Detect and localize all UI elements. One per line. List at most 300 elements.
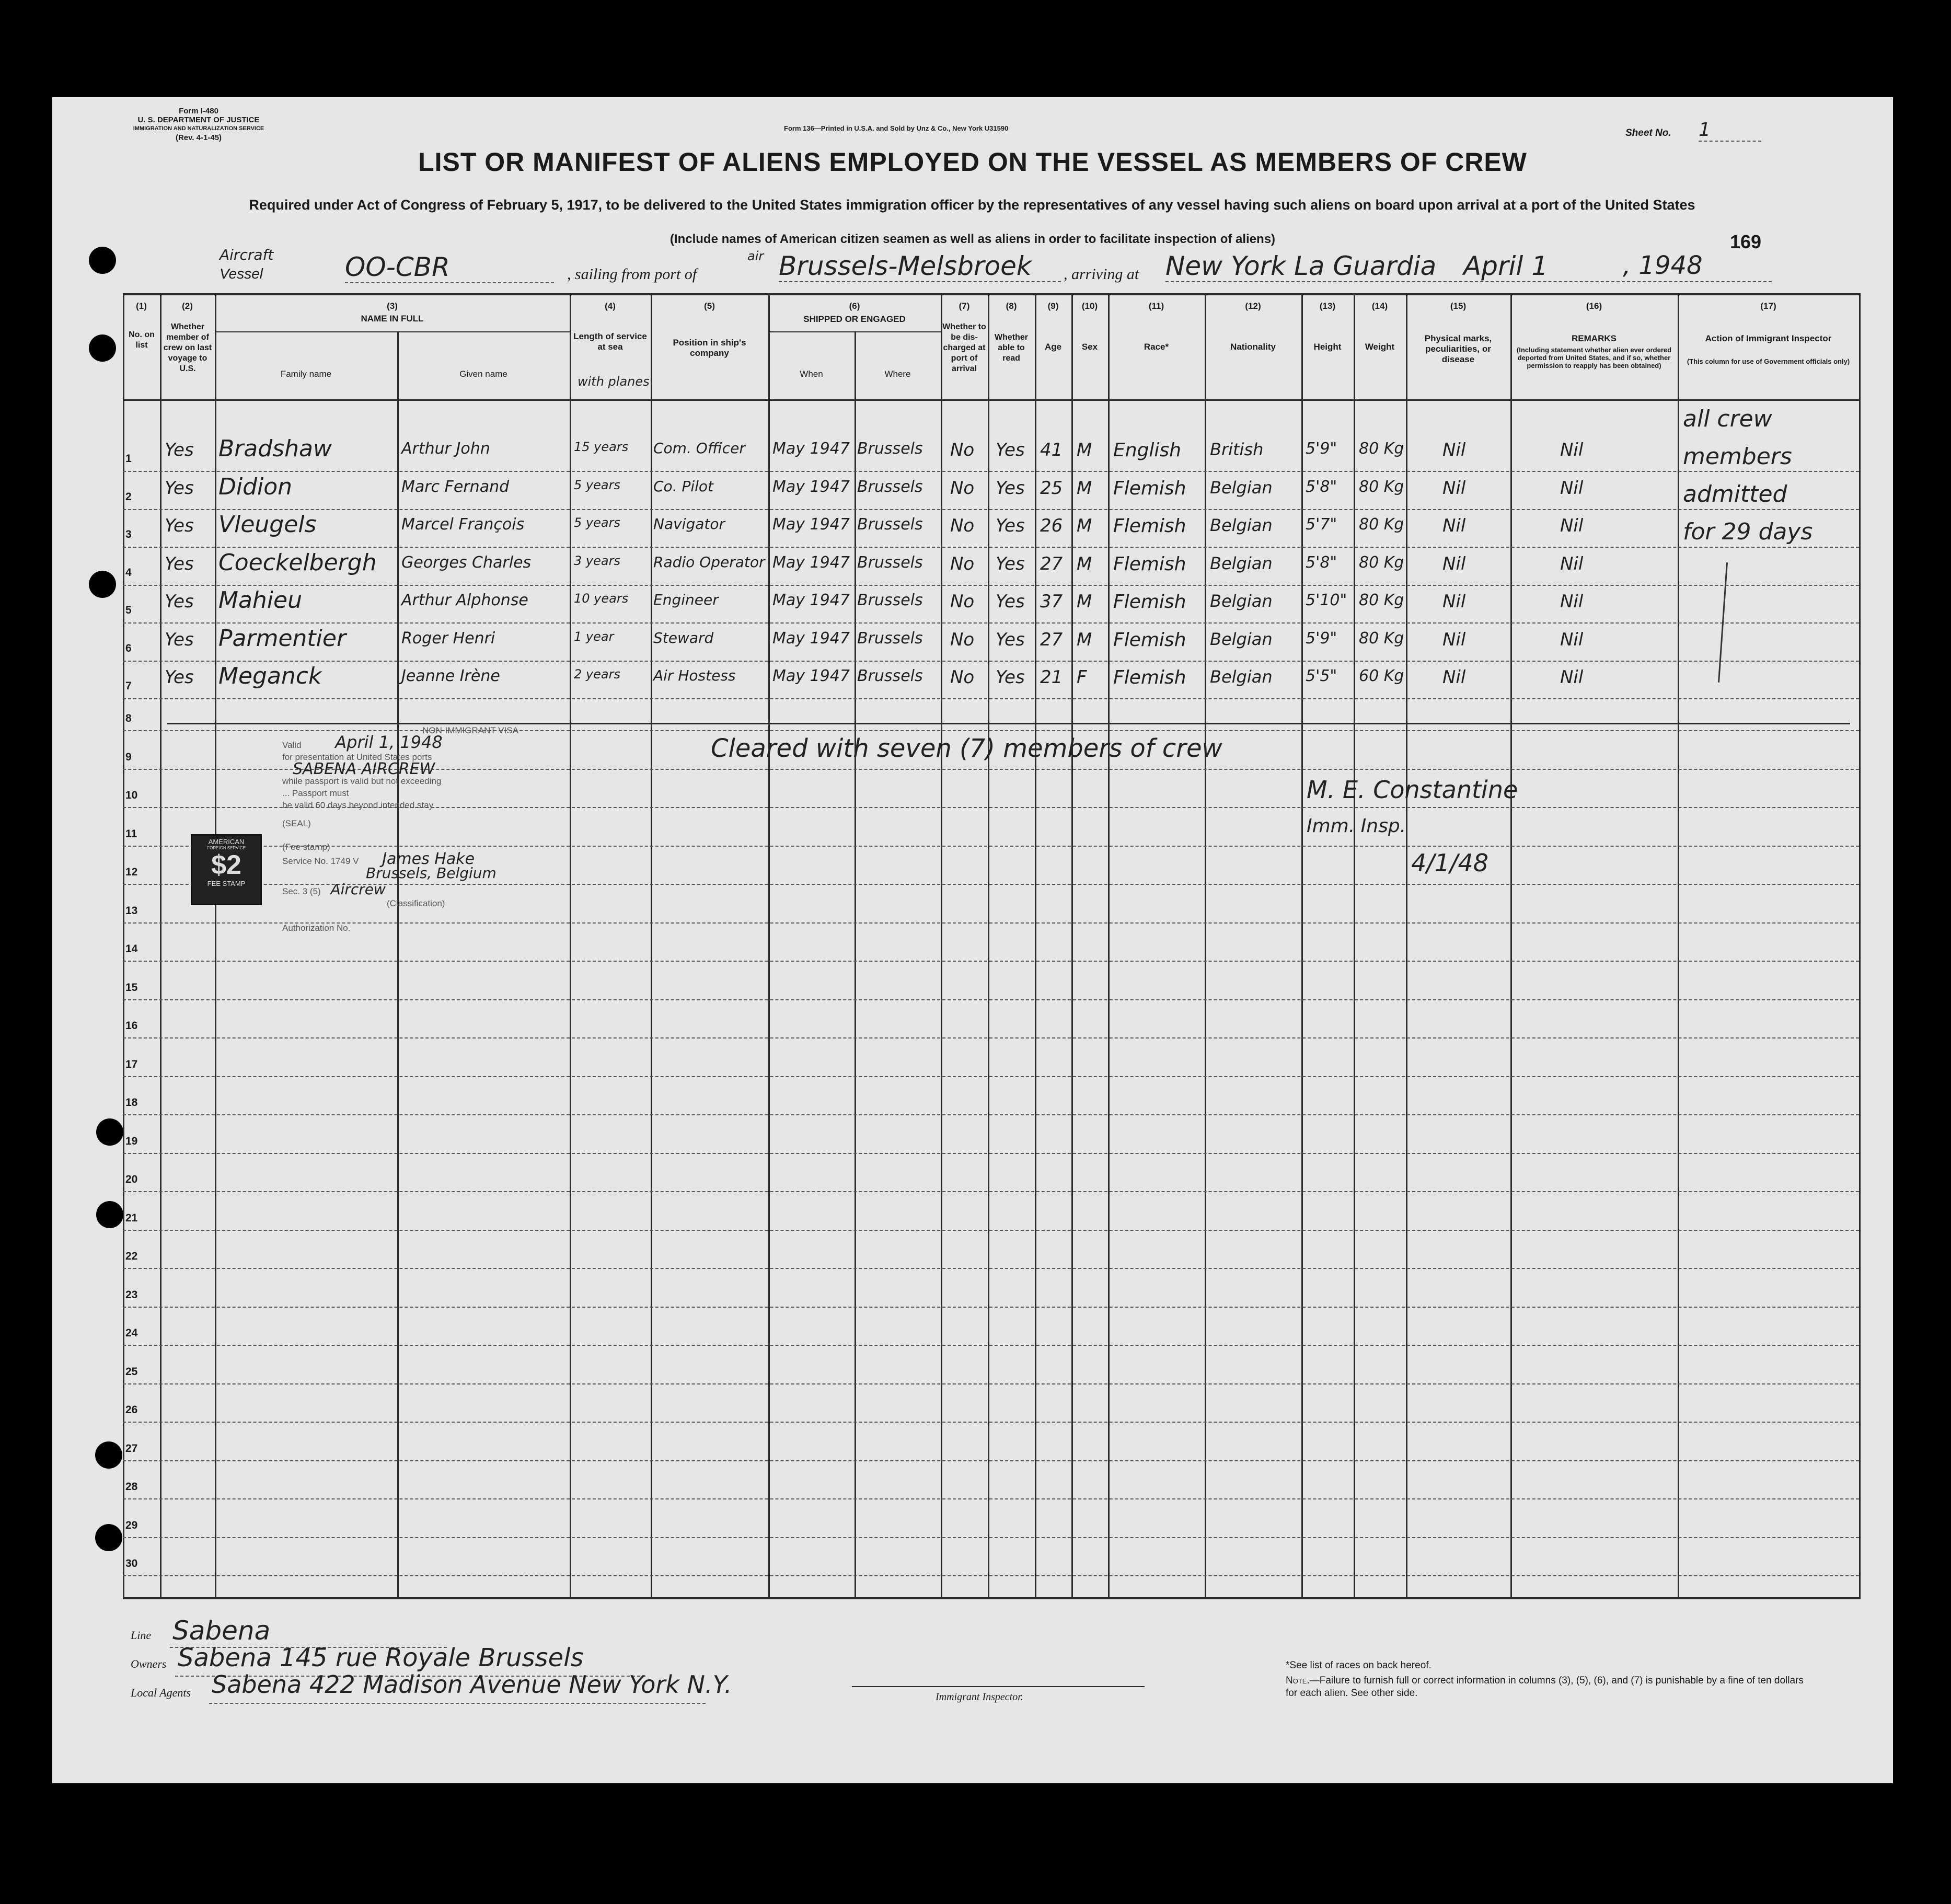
- remarks-cell: Nil: [1560, 553, 1584, 574]
- header-action: Action of Immigrant Inspector: [1705, 333, 1832, 343]
- header-age: Age: [1044, 342, 1062, 352]
- read-cell: Yes: [996, 591, 1025, 612]
- when-cell: May 1947: [772, 440, 850, 458]
- fee-stamp-top: AMERICAN: [208, 838, 245, 846]
- where-cell: Brussels: [857, 477, 923, 496]
- footer-agents-label: Local Agents: [131, 1686, 191, 1699]
- fee-stamp-sub: FOREIGN SERVICE: [207, 846, 246, 850]
- age-cell: 21: [1040, 667, 1063, 688]
- col-line: [1301, 293, 1303, 1599]
- row-rule: [123, 622, 1859, 624]
- col-line: [215, 293, 216, 1599]
- col-num-17: (17): [1760, 301, 1776, 311]
- row-number: 10: [125, 789, 138, 801]
- aircraft-label: Aircraft: [220, 246, 274, 263]
- nationality-cell: Belgian: [1210, 591, 1273, 611]
- row-rule: [123, 1537, 1859, 1538]
- sex-cell: M: [1077, 440, 1092, 460]
- arrival-year: , 1948: [1623, 251, 1703, 280]
- row-number: 2: [125, 490, 132, 503]
- age-cell: 25: [1040, 477, 1063, 499]
- col-line: [768, 293, 770, 1599]
- header-physical: Physical marks, peculiarities, or disease: [1424, 333, 1492, 364]
- note-text: —Failure to furnish full or correct information in columns (3), (5), (6), and (7) is punishable by a fine of ten dollars for each alien. See other side.: [1286, 1675, 1804, 1699]
- row-rule: [123, 509, 1859, 510]
- row-number: 26: [125, 1404, 138, 1416]
- header-shipped: SHIPPED OR ENGAGED: [803, 314, 906, 324]
- col-num-12: (12): [1245, 301, 1261, 311]
- binder-hole: [89, 571, 116, 598]
- subheader-line: [215, 331, 570, 332]
- row-number: 8: [125, 712, 132, 724]
- given-name-cell: Marc Fernand: [401, 477, 510, 496]
- service-cell: 1 year: [574, 629, 614, 644]
- sex-cell: M: [1077, 477, 1092, 499]
- header-length-service: Length of service at sea: [573, 331, 647, 352]
- height-cell: 5'7": [1306, 515, 1337, 534]
- physical-cell: Nil: [1442, 553, 1466, 574]
- header-last-voyage: Whether member of crew on last voyage to U.S.: [163, 322, 212, 373]
- row-number: 13: [125, 904, 138, 917]
- nationality-cell: Belgian: [1210, 553, 1273, 573]
- weight-cell: 80 Kg: [1359, 553, 1404, 572]
- col-line: [1859, 293, 1861, 1599]
- footer-inspector-label: Immigrant Inspector.: [936, 1691, 1023, 1703]
- position-cell: Air Hostess: [653, 667, 736, 684]
- row-rule: [123, 471, 1859, 472]
- last-voyage-cell: Yes: [165, 440, 194, 460]
- read-cell: Yes: [996, 629, 1025, 650]
- sheet-number: 1: [1699, 119, 1761, 142]
- row-number: 23: [125, 1288, 138, 1301]
- sex-cell: M: [1077, 515, 1092, 536]
- row-number: 5: [125, 604, 132, 616]
- nationality-cell: Belgian: [1210, 629, 1273, 649]
- row-number: 9: [125, 751, 132, 763]
- row-number: 12: [125, 866, 138, 878]
- form-number: Form I-480: [179, 107, 218, 116]
- weight-cell: 80 Kg: [1359, 440, 1404, 458]
- race-cell: Flemish: [1113, 477, 1186, 499]
- row-number: 27: [125, 1442, 138, 1455]
- row-rule: [123, 1422, 1859, 1423]
- col-num-5: (5): [704, 301, 715, 311]
- height-cell: 5'9": [1306, 629, 1337, 648]
- remarks-cell: Nil: [1560, 667, 1584, 688]
- binder-hole: [96, 1201, 123, 1228]
- physical-cell: Nil: [1442, 629, 1466, 650]
- discharged-cell: No: [950, 477, 975, 499]
- nationality-cell: Belgian: [1210, 477, 1273, 498]
- age-cell: 27: [1040, 553, 1063, 574]
- family-name-cell: Vleugels: [218, 511, 317, 538]
- visa-seal: (SEAL): [282, 818, 311, 828]
- height-cell: 5'5": [1306, 667, 1337, 685]
- race-cell: Flemish: [1113, 591, 1186, 613]
- col-line: [123, 293, 124, 1599]
- col-num-2: (2): [182, 301, 193, 311]
- position-cell: Co. Pilot: [653, 477, 714, 495]
- visa-line3: SABENA AIRCREW: [293, 760, 435, 778]
- row-number: 16: [125, 1020, 138, 1032]
- footer-owners-value: Sabena 145 rue Royale Brussels: [178, 1643, 584, 1672]
- visa-line4: while passport is valid but not exceeding: [282, 776, 442, 786]
- weight-cell: 80 Kg: [1359, 591, 1404, 609]
- row-rule: [123, 661, 1859, 662]
- row-number: 6: [125, 642, 132, 654]
- physical-cell: Nil: [1442, 477, 1466, 499]
- header-action-note: (This column for use of Government officials only): [1687, 357, 1850, 365]
- row-number: 28: [125, 1481, 138, 1493]
- visa-authorization: Authorization No.: [282, 923, 351, 933]
- penalty-note: [1286, 1675, 1808, 1700]
- row-rule: [123, 1307, 1859, 1308]
- service-cell: 3 years: [574, 553, 620, 568]
- visa-stamp: [282, 724, 606, 986]
- row-number: 21: [125, 1211, 138, 1224]
- col-num-8: (8): [1006, 301, 1017, 311]
- position-cell: Engineer: [653, 591, 719, 608]
- signature-line: 4/1/48: [1411, 849, 1489, 877]
- remarks-cell: Nil: [1560, 629, 1584, 650]
- col-line: [1406, 293, 1407, 1599]
- height-cell: 5'8": [1306, 477, 1337, 496]
- last-voyage-cell: Yes: [165, 515, 194, 536]
- binder-hole: [95, 1441, 122, 1469]
- last-voyage-cell: Yes: [165, 553, 194, 574]
- header-remarks-note: (Including statement whether alien ever ordered deported from United States, and if so, whether permission to reapply has been obtained): [1516, 346, 1672, 370]
- position-cell: Radio Operator: [653, 553, 765, 571]
- col-line: [1035, 293, 1036, 1599]
- service-cell: 5 years: [574, 477, 620, 492]
- discharged-cell: No: [950, 553, 975, 574]
- header-remarks: REMARKS: [1572, 333, 1617, 343]
- row-rule: [123, 698, 1859, 699]
- header-race: Race*: [1144, 342, 1169, 352]
- row-number: 17: [125, 1058, 138, 1070]
- when-cell: May 1947: [772, 477, 850, 496]
- binder-hole: [95, 1524, 122, 1551]
- page-number: 169: [1730, 231, 1762, 252]
- col-line: [855, 332, 856, 1599]
- table-top-border: [123, 293, 1861, 295]
- race-cell: Flemish: [1113, 515, 1186, 537]
- visa-valid-label: Valid: [282, 740, 302, 750]
- binder-hole: [96, 1118, 123, 1146]
- given-name-cell: Georges Charles: [401, 553, 532, 572]
- arrival-date: April 1: [1463, 251, 1548, 281]
- sheet-label: Sheet No.: [1625, 128, 1671, 139]
- inspector-action-line: admitted: [1683, 481, 1787, 507]
- physical-cell: Nil: [1442, 440, 1466, 460]
- row-number: 30: [125, 1557, 138, 1570]
- given-name-cell: Jeanne Irène: [401, 667, 500, 685]
- age-cell: 26: [1040, 515, 1063, 536]
- col-num-3: (3): [387, 301, 398, 311]
- department: U. S. DEPARTMENT OF JUSTICE: [137, 116, 260, 124]
- signature-line: M. E. Constantine: [1307, 776, 1518, 804]
- row-number: 25: [125, 1365, 138, 1378]
- service-cell: 15 years: [574, 440, 629, 454]
- binder-hole: [89, 334, 116, 362]
- visa-heading: NON-IMMIGRANT VISA: [422, 725, 518, 735]
- discharged-cell: No: [950, 629, 975, 650]
- vessel-name: OO-CBR: [345, 252, 554, 283]
- col-num-11: (11): [1148, 301, 1164, 311]
- header-discharged: Whether to be dis-charged at port of arrival: [942, 322, 986, 373]
- col-num-16: (16): [1586, 301, 1602, 311]
- arriving-label: , arriving at: [1064, 266, 1139, 283]
- header-with-planes: with planes: [578, 374, 650, 389]
- inspector-action-line: all crew: [1683, 406, 1772, 432]
- read-cell: Yes: [996, 440, 1025, 460]
- read-cell: Yes: [996, 667, 1025, 688]
- family-name-cell: Bradshaw: [218, 435, 332, 462]
- remarks-cell: Nil: [1560, 477, 1584, 499]
- row-number: 22: [125, 1250, 138, 1262]
- remarks-cell: Nil: [1560, 591, 1584, 612]
- row-number: 4: [125, 566, 132, 579]
- row-number: 11: [125, 827, 137, 840]
- header-height: Height: [1313, 342, 1342, 352]
- family-name-cell: Parmentier: [218, 625, 347, 652]
- binder-hole: [89, 247, 116, 274]
- inspector-action-line: members: [1683, 443, 1792, 470]
- last-voyage-cell: Yes: [165, 591, 194, 612]
- when-cell: May 1947: [772, 553, 850, 572]
- height-cell: 5'9": [1306, 440, 1337, 458]
- vessel-label: Vessel: [220, 266, 263, 282]
- when-cell: May 1947: [772, 591, 850, 609]
- header-no-on-list: No. on list: [129, 330, 155, 350]
- row-rule: [123, 999, 1859, 1000]
- when-cell: May 1947: [772, 515, 850, 534]
- col-line: [1678, 293, 1679, 1599]
- page-title: LIST OR MANIFEST OF ALIENS EMPLOYED ON THE VESSEL AS MEMBERS OF CREW: [418, 147, 1527, 177]
- footer-owners-label: Owners: [131, 1657, 167, 1670]
- header-weight: Weight: [1365, 342, 1395, 352]
- visa-service-no: Service No. 1749 V: [282, 856, 359, 866]
- row-rule: [123, 1268, 1859, 1269]
- where-cell: Brussels: [857, 553, 923, 572]
- sex-cell: M: [1077, 629, 1092, 650]
- where-cell: Brussels: [857, 440, 923, 458]
- visa-signature: James Hake: [382, 850, 475, 868]
- given-name-cell: Arthur John: [401, 440, 490, 458]
- visa-sec: Sec. 3 (5): [282, 886, 321, 896]
- service: IMMIGRATION AND NATURALIZATION SERVICE: [133, 125, 264, 132]
- read-cell: Yes: [996, 553, 1025, 574]
- where-cell: Brussels: [857, 515, 923, 534]
- row-number: 20: [125, 1173, 138, 1185]
- position-cell: Navigator: [653, 515, 725, 533]
- row-number: 24: [125, 1327, 138, 1339]
- age-cell: 27: [1040, 629, 1063, 650]
- sex-cell: F: [1077, 667, 1087, 688]
- nationality-cell: British: [1210, 440, 1264, 459]
- row-rule: [123, 1345, 1859, 1346]
- col-num-15: (15): [1450, 301, 1467, 311]
- family-name-cell: Didion: [218, 473, 293, 500]
- header-bottom-border: [123, 399, 1861, 401]
- row-rule: [123, 1037, 1859, 1038]
- row-rule: [123, 1114, 1859, 1115]
- physical-cell: Nil: [1442, 591, 1466, 612]
- row-number: 7: [125, 680, 132, 692]
- table-bottom-border: [123, 1597, 1861, 1599]
- row-rule: [123, 547, 1859, 548]
- family-name-cell: Meganck: [218, 663, 322, 689]
- row-number: 3: [125, 528, 132, 540]
- read-cell: Yes: [996, 477, 1025, 499]
- given-name-cell: Roger Henri: [401, 629, 495, 648]
- fee-stamp-value: $2: [211, 850, 241, 880]
- col-line: [941, 293, 942, 1599]
- race-cell: Flemish: [1113, 667, 1186, 688]
- service-cell: 10 years: [574, 591, 629, 606]
- col-num-6: (6): [849, 301, 860, 311]
- port-to: New York La Guardia: [1165, 251, 1772, 282]
- col-num-13: (13): [1319, 301, 1336, 311]
- col-line: [1354, 293, 1355, 1599]
- race-cell: Flemish: [1113, 629, 1186, 651]
- header-where: Where: [884, 369, 911, 379]
- row-number: 15: [125, 981, 138, 994]
- footer-line-label: Line: [131, 1629, 152, 1642]
- inspector-action-line: for 29 days: [1683, 518, 1813, 545]
- instruction-note: (Include names of American citizen seamen as well as aliens in order to facilitate inspection of aliens): [669, 232, 1276, 246]
- nationality-cell: Belgian: [1210, 667, 1273, 687]
- header-sex: Sex: [1081, 342, 1098, 352]
- physical-cell: Nil: [1442, 515, 1466, 536]
- where-cell: Brussels: [857, 629, 923, 648]
- where-cell: Brussels: [857, 667, 923, 685]
- header-read: Whether able to read: [995, 333, 1028, 363]
- service-cell: 2 years: [574, 667, 620, 682]
- races-note: *See list of races on back hereof.: [1286, 1660, 1431, 1671]
- weight-cell: 60 Kg: [1359, 667, 1404, 685]
- sex-cell: M: [1077, 591, 1092, 612]
- revision: (Rev. 4-1-45): [175, 133, 222, 142]
- inspector-signature-line: [852, 1686, 1145, 1687]
- signature-line: Imm. Insp.: [1307, 815, 1406, 837]
- position-cell: Com. Officer: [653, 440, 745, 457]
- col-line: [160, 293, 161, 1599]
- row-number: 18: [125, 1097, 138, 1109]
- height-cell: 5'10": [1306, 591, 1347, 609]
- row-number: 19: [125, 1135, 138, 1147]
- visa-consul: Brussels, Belgium: [366, 864, 497, 882]
- row-rule: [123, 1575, 1859, 1576]
- weight-cell: 80 Kg: [1359, 515, 1404, 534]
- weight-cell: 80 Kg: [1359, 629, 1404, 648]
- remarks-cell: Nil: [1560, 440, 1584, 460]
- discharged-cell: No: [950, 667, 975, 688]
- printer-line: Form 136—Printed in U.S.A. and Sold by Unz & Co., New York U31590: [784, 124, 1009, 132]
- form-id-block: [131, 107, 267, 142]
- visa-line5: ... Passport must: [282, 788, 349, 798]
- family-name-cell: Mahieu: [218, 587, 302, 614]
- when-cell: May 1947: [772, 629, 850, 648]
- footer-line-value: Sabena: [172, 1615, 271, 1646]
- last-voyage-cell: Yes: [165, 477, 194, 499]
- visa-sec-value: Aircrew: [330, 881, 386, 898]
- col-num-10: (10): [1081, 301, 1098, 311]
- row-rule: [123, 1383, 1859, 1384]
- age-cell: 37: [1040, 591, 1063, 612]
- col-line: [1205, 293, 1206, 1599]
- position-cell: Steward: [653, 629, 714, 647]
- weight-cell: 80 Kg: [1359, 477, 1404, 496]
- manifest-sheet: [52, 97, 1893, 1783]
- remarks-cell: Nil: [1560, 515, 1584, 536]
- row-rule: [123, 585, 1859, 586]
- row-number: 14: [125, 943, 138, 955]
- row-number: 29: [125, 1519, 138, 1531]
- where-cell: Brussels: [857, 591, 923, 609]
- cleared-note: Cleared with seven (7) members of crew: [711, 734, 1222, 763]
- subtitle: Required under Act of Congress of February 5, 1917, to be delivered to the United States immigration officer by the representatives of any vessel having such aliens on board upon arrival at a port of the United States: [249, 197, 1695, 213]
- air-label: air: [747, 249, 764, 263]
- row-number: 1: [125, 453, 132, 465]
- service-cell: 5 years: [574, 515, 620, 530]
- sailing-label: , sailing from port of: [567, 266, 697, 283]
- col-num-1: (1): [136, 301, 147, 311]
- row-rule: [123, 1076, 1859, 1077]
- sex-cell: M: [1077, 553, 1092, 574]
- row-rule: [123, 1191, 1859, 1192]
- footer-underline: [209, 1703, 706, 1704]
- physical-cell: Nil: [1442, 667, 1466, 688]
- family-name-cell: Coeckelbergh: [218, 549, 377, 576]
- visa-fee: (Fee stamp): [282, 842, 330, 852]
- nationality-cell: Belgian: [1210, 515, 1273, 535]
- col-num-9: (9): [1047, 301, 1059, 311]
- header-given-name: Given name: [459, 369, 507, 379]
- col-line: [1071, 293, 1073, 1599]
- read-cell: Yes: [996, 515, 1025, 536]
- col-line: [988, 293, 989, 1599]
- row-rule: [123, 1230, 1859, 1231]
- row-rule: [123, 1153, 1859, 1154]
- fee-stamp: [191, 834, 262, 905]
- inspector-signature: [1307, 771, 1518, 881]
- col-num-4: (4): [605, 301, 616, 311]
- header-nationality: Nationality: [1230, 342, 1276, 352]
- col-line: [1108, 293, 1110, 1599]
- header-position: Position in ship's company: [673, 338, 746, 358]
- discharged-cell: No: [950, 515, 975, 536]
- visa-valid-date: April 1, 1948: [335, 732, 443, 752]
- last-voyage-cell: Yes: [165, 667, 194, 688]
- col-num-7: (7): [959, 301, 970, 311]
- row-rule: [123, 1460, 1859, 1461]
- col-line: [1510, 293, 1512, 1599]
- age-cell: 41: [1040, 440, 1063, 460]
- given-name-cell: Arthur Alphonse: [401, 591, 528, 609]
- subheader-line: [768, 331, 941, 332]
- height-cell: 5'8": [1306, 553, 1337, 572]
- header-when: When: [800, 369, 823, 379]
- note-label: Note.: [1286, 1675, 1310, 1686]
- visa-classification: (Classification): [387, 898, 445, 908]
- col-num-14: (14): [1371, 301, 1388, 311]
- port-from: Brussels-Melsbroek: [779, 251, 1061, 282]
- header-name-in-full: NAME IN FULL: [361, 314, 424, 324]
- inspector-action: [1683, 400, 1813, 551]
- footer-agents-value: Sabena 422 Madison Avenue New York N.Y.: [212, 1670, 732, 1699]
- discharged-cell: No: [950, 591, 975, 612]
